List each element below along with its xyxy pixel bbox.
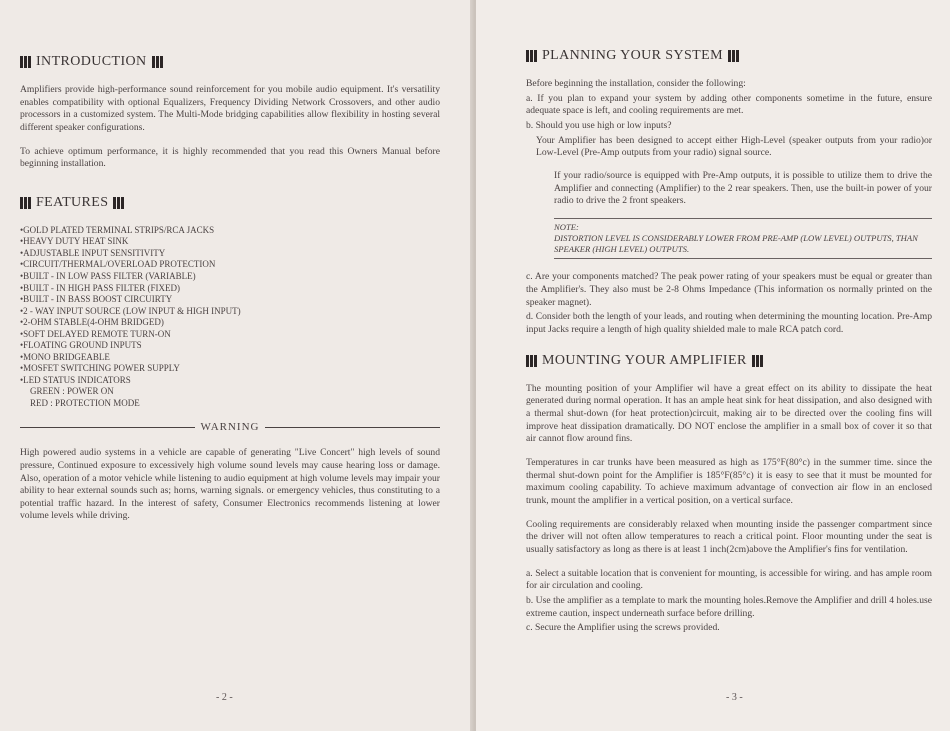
features-title: FEATURES [36, 194, 109, 210]
feature-item: • BUILT - IN HIGH PASS FILTER (FIXED) [20, 283, 440, 295]
introduction-heading [20, 54, 440, 70]
heading-bars-icon [728, 50, 739, 62]
planning-item-b-more: If your radio/source is equipped with Pre-Amp outputs, it is possible to utilize them to drive the Amplifier and connecting (Amplifier) to the 2 rear speakers. Then, use the built-in power of your radio to drive the 2 front speakers. [554, 169, 932, 207]
feature-item: • 2-OHM STABLE(4-OHM BRIDGED) [20, 317, 440, 329]
page-number-right: - 3 - [726, 692, 743, 703]
feature-item: • LED STATUS INDICATORS [20, 375, 440, 387]
feature-item: • BUILT - IN BASS BOOST CIRCUIRTY [20, 294, 440, 306]
led-red-status: RED : PROTECTION MODE [30, 397, 140, 408]
page-number-left: - 2 - [216, 692, 233, 703]
feature-item: • 2 - WAY INPUT SOURCE (LOW INPUT & HIGH INPUT) [20, 306, 440, 318]
mounting-step-a: a. Select a suitable location that is convenient for mounting, is accessible for wiring. and has ample room for air circulation and cooling. [526, 567, 932, 592]
mounting-step-b: b. Use the amplifier as a template to mark the mounting holes.Remove the Amplifier and drill 4 holes.use extreme caution, inspect underneath surface before drilling. [526, 594, 932, 619]
planning-item-c: c. Are your components matched? The peak power rating of your speakers must be equal or greater than the Amplifier's. They also must be 2-8 Ohms Impedance (This information os normally printed on the speaker magnet). [526, 271, 932, 308]
feature-item: • BUILT - IN LOW PASS FILTER (VARIABLE) [20, 271, 440, 283]
warning-label: WARNING [200, 421, 260, 434]
heading-bars-icon [20, 56, 31, 68]
mounting-paragraph-2: Temperatures in car trunks have been measured as high as 175°F(80°c) in the summer time. since the thermal shut-down point for the Amplifier is 185°F(85°c) it is easy to see that it must be mounted for maximum cooling capability. To achieve maximum advantage of convection air flow in an enclosed trunk, mount the amplifier in a vertical position, on a vertical surface. [526, 456, 932, 506]
planning-item-d: d. Consider both the length of your leads, and routing when determining the mounting location. Pre-Amp input Jacks require a length of high quality shielded male to male RCA patch cord. [526, 311, 932, 336]
planning-item-b-body: Your Amplifier has been designed to accept either High-Level (speaker outputs from your radio)or Low-Level (Pre-Amp outputs from your radio) signal source. [536, 134, 932, 159]
planning-title: PLANNING YOUR SYSTEM [542, 48, 723, 63]
features-heading [20, 195, 440, 211]
feature-item: • MOSFET SWITCHING POWER SUPPLY [20, 363, 440, 375]
led-green-status: GREEN : POWER ON [30, 386, 114, 397]
heading-bars-icon [526, 355, 537, 367]
intro-paragraph-2: To achieve optimum performance, it is highly recommended that you read this Owners Manual before beginning installation. [20, 145, 440, 170]
introduction-title: INTRODUCTION [36, 54, 147, 69]
mounting-step-c: c. Secure the Amplifier using the screws provided. [526, 622, 720, 634]
heading-bars-icon [152, 56, 163, 68]
right-page [476, 0, 950, 731]
heading-bars-icon [113, 197, 124, 209]
divider-line [265, 427, 440, 428]
intro-paragraph-1: Amplifiers provide high-performance sound reinforcement for you mobile audio equipment. It's versatility enables compatibility with optional Equalizers, Frequency Dividing Network Crossovers, and other audio processors in a customized system. The Multi-Mode bridging capabilities allow flexibility in hosting several different speaker configurations. [20, 84, 440, 133]
features-list [20, 225, 440, 409]
feature-item: • GOLD PLATED TERMINAL STRIPS/RCA JACKS [20, 225, 440, 237]
warning-paragraph: High powered audio systems in a vehicle are capable of generating "Live Concert" high levels of sound pressure, Continued exposure to excessively high volume sound levels may cause hearing loss or damage. Also, operation of a motor vehicle while listening to audio equipment at high volume levels may impair your ability to hear external sounds such as; horns, warning signals. or emergency vehicles, thus constituting to a potential traffic hazard. In the interest of safety, Consumer Electronics recommends listening at lower volume levels while driving. [20, 447, 440, 522]
note-label: NOTE: [554, 221, 579, 232]
feature-item: • FLOATING GROUND INPUTS [20, 340, 440, 352]
feature-item: • MONO BRIDGEABLE [20, 352, 440, 364]
warning-divider [20, 421, 440, 433]
heading-bars-icon [752, 355, 763, 367]
planning-heading [526, 48, 932, 64]
feature-item: • SOFT DELAYED REMOTE TURN-ON [20, 329, 440, 341]
note-box [554, 218, 932, 260]
note-text: DISTORTION LEVEL IS CONSIDERABLY LOWER FROM PRE-AMP (LOW LEVEL) OUTPUTS, THAN SPEAKER (HIGH LEVEL) OUTPUTS. [554, 233, 918, 255]
mounting-paragraph-1: The mounting position of your Amplifier wil have a great effect on its ability to dissipate the heat generated during normal operation. It has an ample heat sink for heat dissipation, and also designed with a thermal shut-down (for heat protection)circuit, making air to be directed over the cooling fins will improve heat dissipation dramatically. DO NOT enclose the amplifier in a small box of cover it so that air cannot flow around fins. [526, 382, 932, 445]
mounting-heading [526, 353, 932, 369]
heading-bars-icon [526, 50, 537, 62]
left-page [0, 0, 474, 731]
mounting-paragraph-3: Cooling requirements are considerably relaxed when mounting inside the passenger compartment since the driver will not often allow temperatures to reach a critical point. Floor mounting under the seat is usually satisfactory as long as there is at least 1 inch(2cm)above the Amplifier's fins for ventilation. [526, 518, 932, 555]
feature-item: • HEAVY DUTY HEAT SINK [20, 236, 440, 248]
feature-item: • CIRCUIT/THERMAL/OVERLOAD PROTECTION [20, 259, 440, 271]
planning-item-b-question: b. Should you use high or low inputs? [526, 119, 672, 131]
divider-line [20, 427, 195, 428]
planning-intro: Before beginning the installation, consider the following: [526, 78, 746, 89]
feature-item: • ADJUSTABLE INPUT SENSITIVITY [20, 248, 440, 260]
heading-bars-icon [20, 197, 31, 209]
planning-item-a: a. If you plan to expand your system by adding other components sometime in the future, ensure adequate space is left, and cooling requirements are met. [526, 92, 932, 117]
mounting-title: MOUNTING YOUR AMPLIFIER [542, 352, 747, 368]
